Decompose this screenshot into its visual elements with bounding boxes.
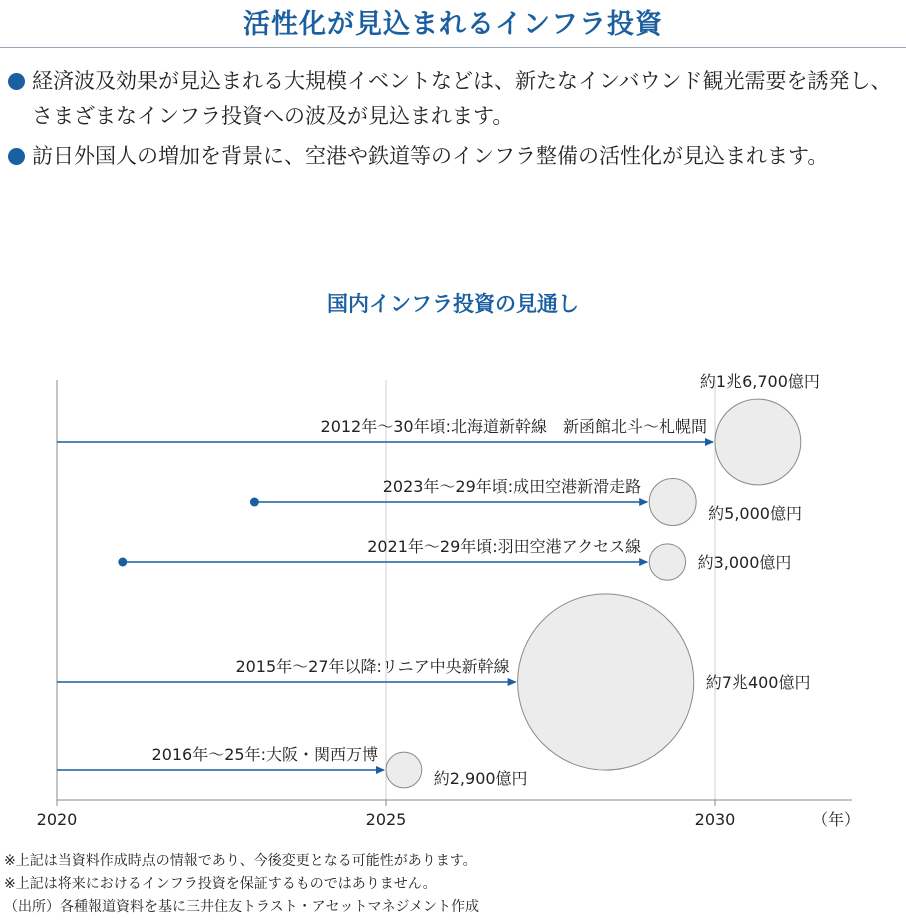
start-dot-icon (118, 558, 127, 567)
investment-bubble (649, 544, 685, 580)
project-label: 2016年～25年:大阪・関西万博 (151, 745, 378, 764)
investment-bubble (386, 752, 422, 788)
investment-bubble (715, 399, 801, 485)
amount-label: 約3,000億円 (697, 553, 792, 572)
project-label: 2015年～27年以降:リニア中央新幹線 (235, 657, 510, 676)
bullet-item (6, 64, 906, 134)
bullet-dot-icon (8, 73, 25, 90)
investment-bubble (518, 594, 694, 770)
x-tick-label: 2030 (694, 810, 736, 829)
infrastructure-timeline-chart (0, 360, 906, 840)
bullet-dot-icon (8, 148, 25, 165)
bullet-text: 訪日外国人の増加を背景に、空港や鉄道等のインフラ整備の活性化が見込まれます。 (32, 144, 829, 168)
amount-label: 約1兆6,700億円 (699, 372, 820, 392)
bullet-item (6, 139, 906, 174)
footnote-source: （出所）各種報道資料を基に三井住友トラスト・アセットマネジメント作成 (4, 899, 480, 915)
project-label: 2021年～29年頃:羽田空港アクセス線 (367, 537, 642, 556)
title-divider (0, 47, 906, 48)
page-title: 活性化が見込まれるインフラ投資 (243, 9, 663, 40)
x-tick-label: 2020 (36, 810, 78, 829)
project-label: 2012年～30年頃:北海道新幹線 新函館北斗～札幌間 (320, 417, 707, 436)
amount-label: 約5,000億円 (708, 503, 802, 523)
footnote: ※上記は当資料作成時点の情報であり、今後変更となる可能性があります。 (4, 853, 477, 869)
start-dot-icon (250, 498, 259, 507)
investment-bubble (649, 479, 696, 526)
amount-label: 約2,900億円 (433, 768, 528, 788)
x-axis-unit-label: （年） (811, 810, 861, 829)
bullet-text: 経済波及効果が見込まれる大規模イベントなどは、新たなインバウンド観光需要を誘発し、さまざまなインフラ投資への波及が見込まれます。 (32, 69, 892, 128)
footnotes (4, 850, 479, 919)
amount-label: 約7兆400億円 (705, 673, 811, 692)
x-tick-label: 2025 (365, 810, 407, 829)
bullet-list (6, 64, 906, 179)
chart-title: 国内インフラ投資の見通し (327, 292, 579, 316)
footnote: ※上記は将来におけるインフラ投資を保証するものではありません。 (4, 876, 437, 892)
project-label: 2023年～29年頃:成田空港新滑走路 (382, 477, 642, 496)
